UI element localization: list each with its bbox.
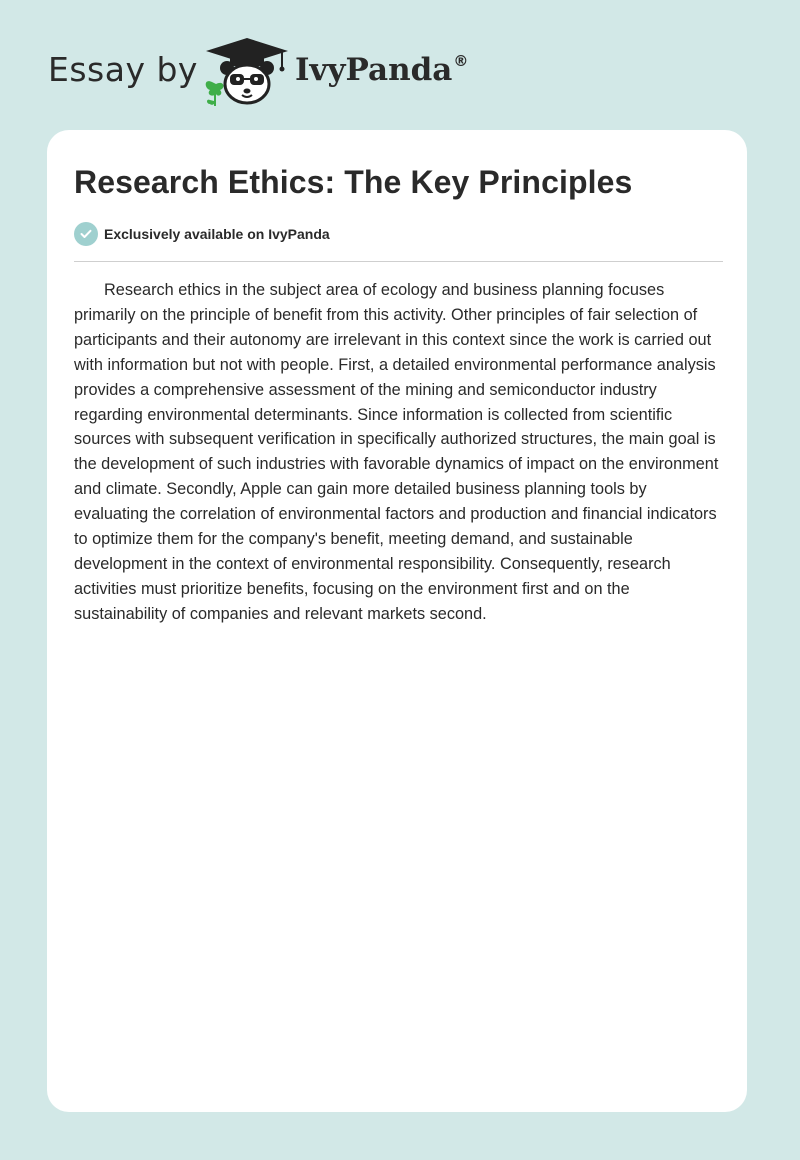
essay-title: Research Ethics: The Key Principles (74, 164, 633, 200)
divider (74, 261, 723, 262)
essay-body-paragraph: Research ethics in the subject area of ecology and business planning focuses primarily on the principle of benefit from this activity. Other principles of fair selection of participants and their autonomy are irrelevant in this context since the work is carried out with information but not with people. First, a detailed environmental performance analysis provides a comprehensive assessment of the mining and semiconductor industry regarding environmental determinants. Since information is collected from scientific sources with subsequent verification in specifically authorized structures, the main goal is the development of such industries with favorable dynamics of impact on the environment and climate. Secondly, Apple can gain more detailed business planning tools by evaluating the correlation of environmental factors and production and financial indicators to optimize them for the company's benefit, meeting demand, and sustainable development in the context of environmental responsibility. Consequently, research activities must prioritize benefits, focusing on the environment first and on the sustainability of companies and relevant markets second. (74, 281, 719, 623)
brand-text: IvyPanda (295, 52, 453, 88)
site-header (48, 34, 468, 108)
essay-card (47, 130, 747, 1112)
registered-mark: ® (453, 52, 469, 70)
exclusive-badge-text: Exclusively available on IvyPanda (104, 226, 330, 242)
panda-graduation-cap-icon (202, 34, 292, 108)
check-icon (74, 222, 98, 246)
brand-name (295, 52, 468, 88)
essay-by-label: Essay by (48, 50, 198, 89)
exclusive-badge (74, 222, 330, 246)
